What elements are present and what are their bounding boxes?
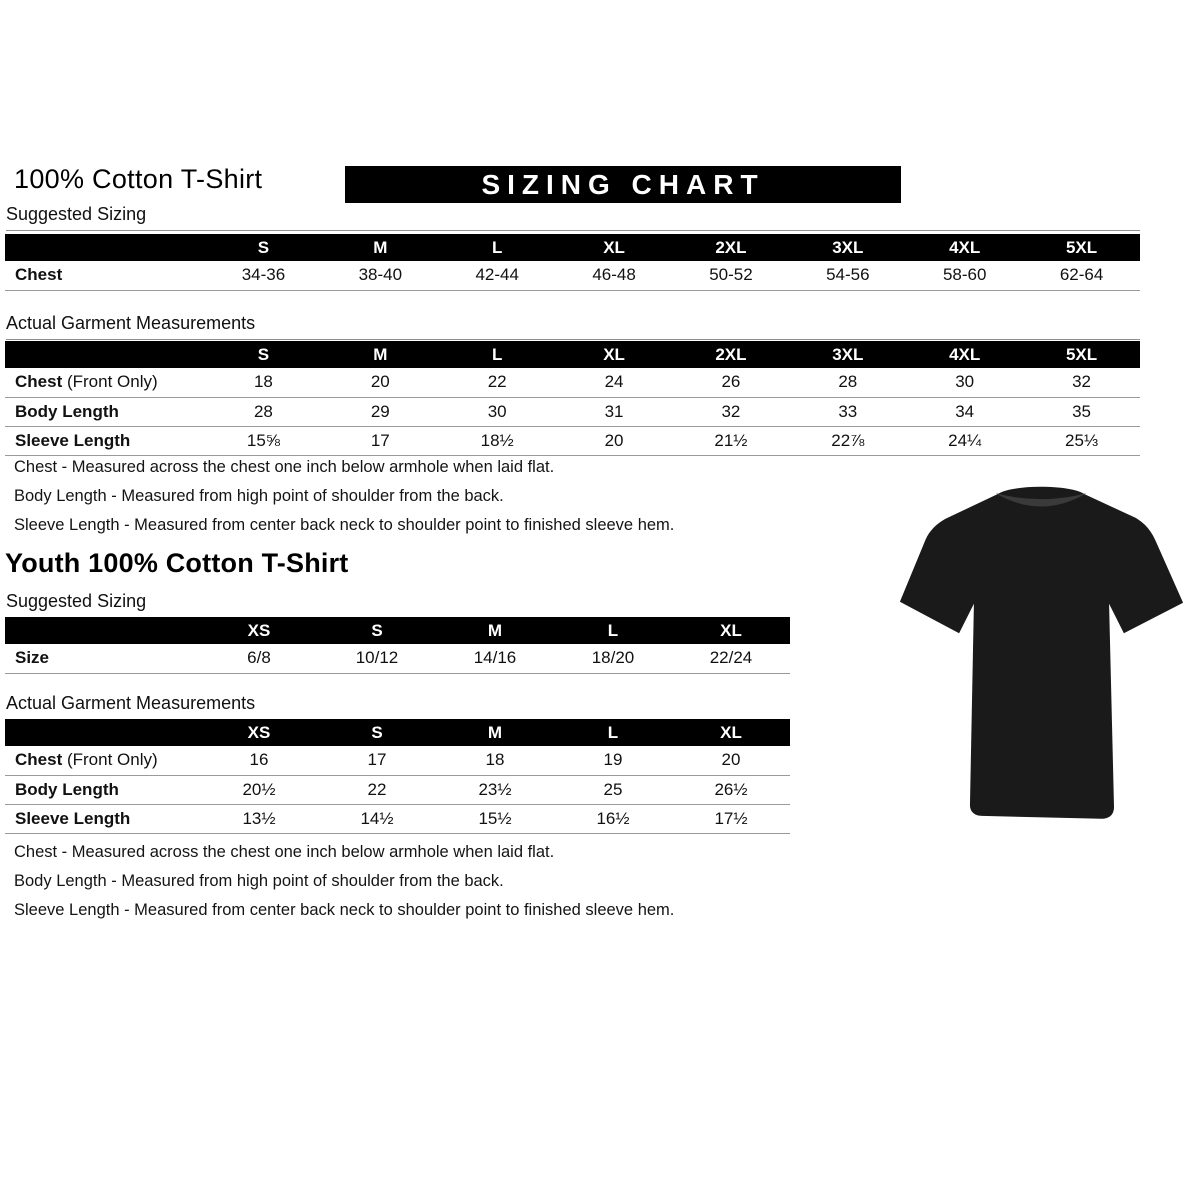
size-value-cell: 14/16	[436, 644, 554, 673]
row-label-text: Sleeve Length	[15, 430, 131, 450]
adult-actual-measurements-label: Actual Garment Measurements	[6, 313, 1140, 340]
size-header-row	[5, 234, 1140, 261]
row-label-text: Size	[15, 648, 50, 668]
col-header-blank	[5, 719, 200, 746]
col-header-2xl: 2XL	[673, 234, 790, 261]
size-value-cell: 20½	[200, 775, 318, 804]
size-header-row	[5, 341, 1140, 368]
col-header-l: L	[439, 234, 556, 261]
size-value-cell: 21½	[673, 426, 790, 455]
size-header-row	[5, 719, 790, 746]
adult-section-title: 100% Cotton T-Shirt	[14, 164, 263, 194]
row-label-suffix: (Front Only)	[62, 372, 158, 392]
row-label	[5, 775, 200, 804]
row-label-text: Body Length	[15, 401, 119, 421]
col-header-xl: XL	[672, 617, 790, 644]
size-value-cell: 26	[673, 368, 790, 397]
size-data-row	[5, 368, 1140, 397]
size-value-cell: 30	[439, 397, 556, 426]
row-label	[5, 368, 205, 397]
size-data-row	[5, 644, 790, 673]
size-value-cell: 18	[436, 746, 554, 775]
youth-actual-measurements-table	[5, 719, 790, 834]
size-value-cell: 15½	[436, 804, 554, 833]
adult-suggested-sizing-label: Suggested Sizing	[6, 204, 1140, 231]
size-value-cell: 13½	[200, 804, 318, 833]
size-value-cell: 20	[556, 426, 673, 455]
size-value-cell: 18½	[439, 426, 556, 455]
size-value-cell: 54-56	[789, 261, 906, 290]
size-value-cell: 28	[205, 397, 322, 426]
row-label-text: Chest	[15, 372, 63, 392]
youth-section-title: Youth 100% Cotton T-Shirt	[5, 548, 349, 578]
size-value-cell: 25⅓	[1023, 426, 1140, 455]
size-value-cell: 50-52	[673, 261, 790, 290]
size-value-cell: 46-48	[556, 261, 673, 290]
row-label-text: Body Length	[15, 779, 119, 799]
youth-suggested-sizing-label: Suggested Sizing	[6, 591, 790, 618]
adult-actual-measurements-table	[5, 341, 1140, 456]
size-value-cell: 20	[322, 368, 439, 397]
row-label	[5, 746, 200, 775]
col-header-xl: XL	[672, 719, 790, 746]
size-value-cell: 62-64	[1023, 261, 1140, 290]
size-value-cell: 42-44	[439, 261, 556, 290]
col-header-s: S	[318, 617, 436, 644]
col-header-2xl: 2XL	[673, 341, 790, 368]
size-value-cell: 14½	[318, 804, 436, 833]
row-label	[5, 261, 205, 290]
size-value-cell: 26½	[672, 775, 790, 804]
col-header-s: S	[318, 719, 436, 746]
col-header-xl: XL	[556, 341, 673, 368]
row-label-suffix: (Front Only)	[62, 750, 158, 770]
size-value-cell: 15⅝	[205, 426, 322, 455]
size-value-cell: 38-40	[322, 261, 439, 290]
col-header-s: S	[205, 341, 322, 368]
measurement-note: Chest - Measured across the chest one inch below armhole when laid flat.	[14, 458, 555, 476]
row-label-text: Chest	[15, 750, 63, 770]
size-value-cell: 25	[554, 775, 672, 804]
size-value-cell: 32	[673, 397, 790, 426]
size-value-cell: 34-36	[205, 261, 322, 290]
col-header-l: L	[554, 719, 672, 746]
tshirt-image	[893, 478, 1189, 834]
col-header-blank	[5, 234, 205, 261]
size-value-cell: 34	[906, 397, 1023, 426]
measurement-note: Chest - Measured across the chest one inch below armhole when laid flat.	[14, 843, 555, 861]
adult-suggested-sizing-table	[5, 234, 1140, 291]
size-data-row	[5, 397, 1140, 426]
col-header-4xl: 4XL	[906, 234, 1023, 261]
size-value-cell: 35	[1023, 397, 1140, 426]
col-header-m: M	[322, 341, 439, 368]
size-value-cell: 22	[439, 368, 556, 397]
size-value-cell: 17½	[672, 804, 790, 833]
size-value-cell: 33	[789, 397, 906, 426]
size-data-row	[5, 804, 790, 833]
size-value-cell: 19	[554, 746, 672, 775]
col-header-s: S	[205, 234, 322, 261]
tshirt-body-shape	[900, 487, 1183, 819]
size-value-cell: 28	[789, 368, 906, 397]
col-header-5xl: 5XL	[1023, 341, 1140, 368]
col-header-xs: XS	[200, 617, 318, 644]
row-label	[5, 397, 205, 426]
row-label-text: Sleeve Length	[15, 808, 131, 828]
size-value-cell: 31	[556, 397, 673, 426]
size-value-cell: 32	[1023, 368, 1140, 397]
size-value-cell: 58-60	[906, 261, 1023, 290]
size-header-row	[5, 617, 790, 644]
col-header-4xl: 4XL	[906, 341, 1023, 368]
row-label-text: Chest	[15, 265, 63, 285]
measurement-note: Sleeve Length - Measured from center back neck to shoulder point to finished sleeve hem.	[14, 901, 675, 919]
col-header-m: M	[436, 719, 554, 746]
size-value-cell: 24¼	[906, 426, 1023, 455]
col-header-l: L	[439, 341, 556, 368]
col-header-xl: XL	[556, 234, 673, 261]
row-label	[5, 804, 200, 833]
col-header-blank	[5, 617, 200, 644]
col-header-3xl: 3XL	[789, 234, 906, 261]
measurement-note: Body Length - Measured from high point of shoulder from the back.	[14, 872, 504, 890]
size-value-cell: 16½	[554, 804, 672, 833]
youth-suggested-sizing-table	[5, 617, 790, 674]
col-header-5xl: 5XL	[1023, 234, 1140, 261]
row-label	[5, 426, 205, 455]
size-value-cell: 17	[318, 746, 436, 775]
col-header-xs: XS	[200, 719, 318, 746]
size-value-cell: 17	[322, 426, 439, 455]
adult-measurement-notes	[14, 458, 674, 545]
size-value-cell: 23½	[436, 775, 554, 804]
size-data-row	[5, 775, 790, 804]
size-value-cell: 24	[556, 368, 673, 397]
size-value-cell: 22	[318, 775, 436, 804]
size-value-cell: 18/20	[554, 644, 672, 673]
size-data-row	[5, 426, 1140, 455]
size-value-cell: 30	[906, 368, 1023, 397]
sizing-chart-banner: SIZING CHART	[345, 166, 901, 203]
size-value-cell: 20	[672, 746, 790, 775]
size-value-cell: 16	[200, 746, 318, 775]
youth-actual-measurements-label: Actual Garment Measurements	[6, 693, 790, 720]
size-value-cell: 6/8	[200, 644, 318, 673]
size-data-row	[5, 746, 790, 775]
youth-measurement-notes	[14, 843, 674, 930]
size-value-cell: 29	[322, 397, 439, 426]
size-value-cell: 22⅞	[789, 426, 906, 455]
col-header-l: L	[554, 617, 672, 644]
size-value-cell: 22/24	[672, 644, 790, 673]
col-header-blank	[5, 341, 205, 368]
row-label	[5, 644, 200, 673]
col-header-m: M	[322, 234, 439, 261]
measurement-note: Body Length - Measured from high point of shoulder from the back.	[14, 487, 504, 505]
col-header-3xl: 3XL	[789, 341, 906, 368]
size-data-row	[5, 261, 1140, 290]
col-header-m: M	[436, 617, 554, 644]
size-value-cell: 18	[205, 368, 322, 397]
size-value-cell: 10/12	[318, 644, 436, 673]
measurement-note: Sleeve Length - Measured from center back neck to shoulder point to finished sleeve hem.	[14, 516, 675, 534]
